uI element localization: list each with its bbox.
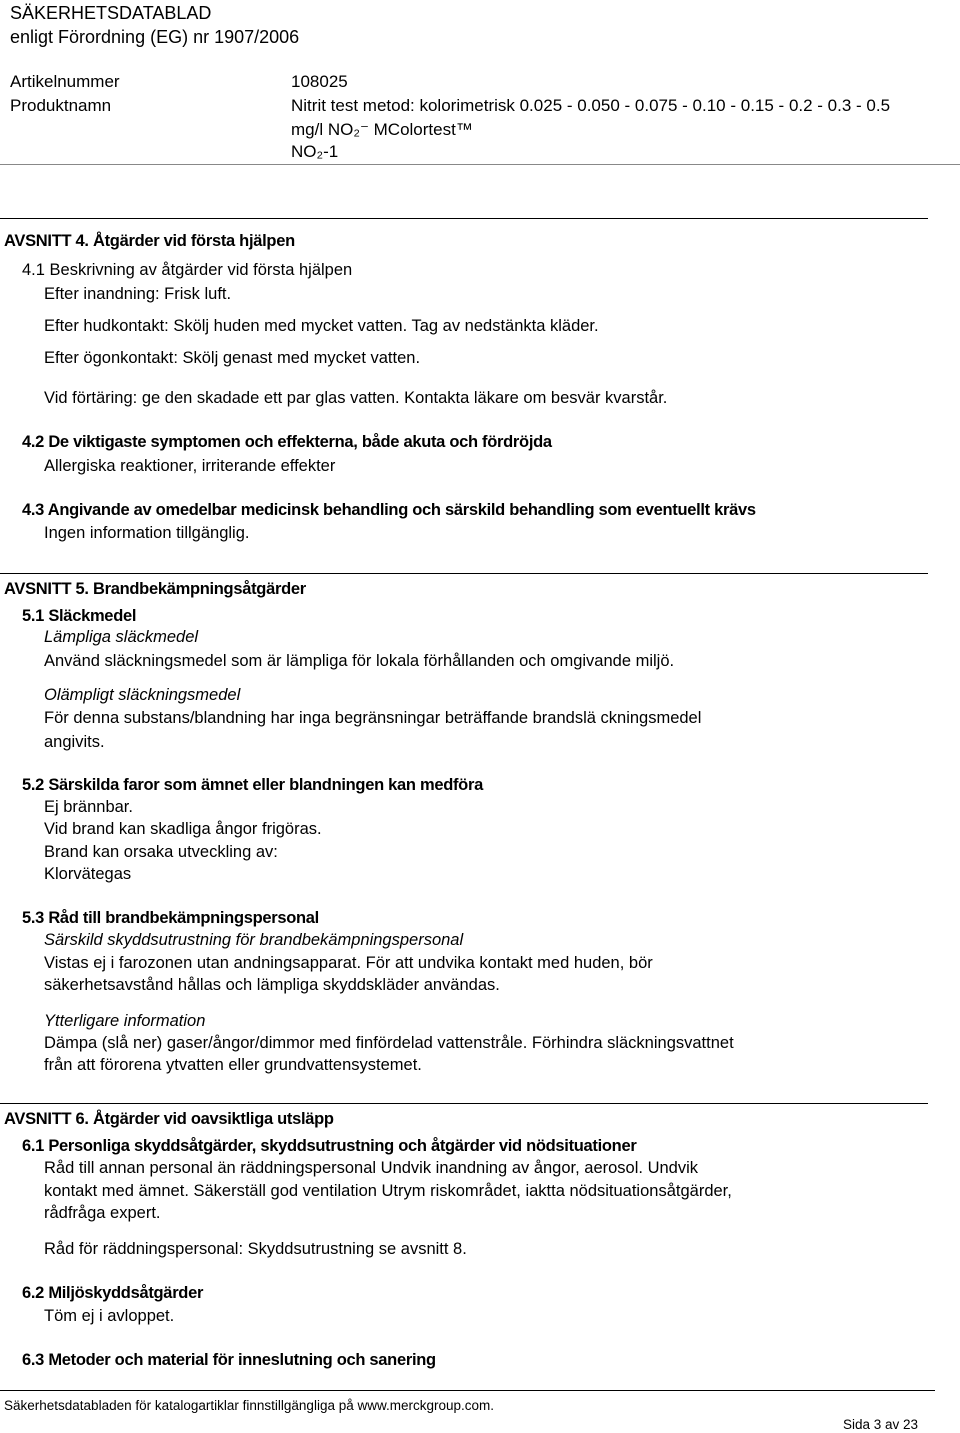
section-5-1-title: 5.1 Släckmedel: [22, 607, 137, 625]
section-5-2-line: Klorvätegas: [44, 865, 132, 883]
section-6-1-line: rådfråga expert.: [44, 1204, 161, 1222]
section-5-2-title: 5.2 Särskilda faror som ämnet eller blandningen kan medföra: [22, 776, 483, 794]
section-5-2-line: Vid brand kan skadliga ångor frigöras.: [44, 820, 322, 838]
footer-note: Säkerhetsdatabladen för katalogartiklar finnstillgängliga på www.merckgroup.com.: [4, 1398, 495, 1413]
section-5-1-subheading: Olämpligt släckningsmedel: [44, 686, 241, 704]
section-4-rule: [0, 218, 928, 219]
section-5-3-line: Vistas ej i farozonen utan andningsapparat. För att undvika kontakt med huden, bör: [44, 954, 653, 972]
section-6-2-title: 6.2 Miljöskyddsåtgärder: [22, 1284, 204, 1302]
document-title: SÄKERHETSDATABLAD: [10, 3, 212, 23]
section-4-2-title: 4.2 De viktigaste symptomen och effekterna, både akuta och fördröjda: [22, 433, 552, 451]
section-6-1-line: kontakt med ämnet. Säkerställ god ventilation Utrym riskområdet, iaktta nödsituationsåtgärder,: [44, 1182, 732, 1200]
section-5-1-line: För denna substans/blandning har inga begränsningar beträffande brandslä ckningsmedel: [44, 709, 702, 727]
section-5-3-line: säkerhetsavstånd hållas och lämpliga skyddskläder användas.: [44, 976, 500, 994]
section-5-rule: [0, 573, 928, 574]
section-4-3-line: Ingen information tillgänglig.: [44, 524, 250, 542]
section-4-title: AVSNITT 4. Åtgärder vid första hjälpen: [4, 232, 295, 250]
section-5-1-subheading: Lämpliga släckmedel: [44, 628, 199, 646]
section-6-title: AVSNITT 6. Åtgärder vid oavsiktliga utsläpp: [4, 1110, 334, 1128]
article-number-label: Artikelnummer: [10, 72, 120, 91]
header-divider: [0, 164, 960, 165]
section-6-1-line: Råd till annan personal än räddningspersonal Undvik inandning av ångor, aerosol. Undvik: [44, 1159, 699, 1177]
product-name-label: Produktnamn: [10, 96, 112, 115]
section-4-1-line: Efter hudkontakt: Skölj huden med mycket vatten. Tag av nedstänkta kläder.: [44, 317, 599, 335]
product-name-line-1: Nitrit test metod: kolorimetrisk 0.025 - 0.050 - 0.075 - 0.10 - 0.15 - 0.2 - 0.3 - 0.5: [291, 96, 891, 115]
section-4-2-line: Allergiska reaktioner, irriterande effekter: [44, 457, 336, 475]
article-number-value: 108025: [291, 72, 348, 91]
section-5-1-line: angivits.: [44, 733, 105, 751]
section-4-3-title: 4.3 Angivande av omedelbar medicinsk behandling och särskild behandling som eventuellt krävs: [22, 501, 756, 519]
section-5-3-line: Dämpa (slå ner) gaser/ångor/dimmor med finfördelad vattenstråle. Förhindra släckningsvattnet: [44, 1034, 734, 1052]
section-4-1-line: Efter ögonkontakt: Skölj genast med mycket vatten.: [44, 349, 421, 367]
section-4-1-line: Vid förtäring: ge den skadade ett par glas vatten. Kontakta läkare om besvär kvarstår.: [44, 389, 668, 407]
section-5-3-subheading: Särskild skyddsutrustning för brandbekämpningspersonal: [44, 931, 464, 949]
section-4-1-line: Efter inandning: Frisk luft.: [44, 285, 232, 303]
product-name-line-3: NO₂-1: [291, 142, 339, 161]
section-6-rule: [0, 1103, 928, 1104]
section-5-1-line: Använd släckningsmedel som är lämpliga för lokala förhållanden och omgivande miljö.: [44, 652, 675, 670]
product-name-line-2: mg/l NO₂⁻ MColortest™: [291, 120, 473, 139]
section-6-3-title: 6.3 Metoder och material för inneslutning och sanering: [22, 1351, 436, 1369]
section-5-3-subheading: Ytterligare information: [44, 1012, 206, 1030]
section-5-title: AVSNITT 5. Brandbekämpningsåtgärder: [4, 580, 306, 598]
section-5-2-line: Ej brännbar.: [44, 798, 133, 816]
page-number: Sida 3 av 23: [843, 1417, 919, 1432]
section-6-2-line: Töm ej i avloppet.: [44, 1307, 175, 1325]
section-5-3-title: 5.3 Råd till brandbekämpningspersonal: [22, 909, 319, 927]
section-5-2-line: Brand kan orsaka utveckling av:: [44, 843, 278, 861]
document-subtitle: enligt Förordning (EG) nr 1907/2006: [10, 27, 300, 47]
section-4-1-title: 4.1 Beskrivning av åtgärder vid första hjälpen: [22, 261, 353, 279]
section-5-3-line: från att förorena ytvatten eller grundvattensystemet.: [44, 1056, 422, 1074]
footer-rule: [0, 1390, 935, 1391]
section-6-1-title: 6.1 Personliga skyddsåtgärder, skyddsutrustning och åtgärder vid nödsituationer: [22, 1137, 637, 1155]
section-6-1-line: Råd för räddningspersonal: Skyddsutrustning se avsnitt 8.: [44, 1240, 467, 1258]
